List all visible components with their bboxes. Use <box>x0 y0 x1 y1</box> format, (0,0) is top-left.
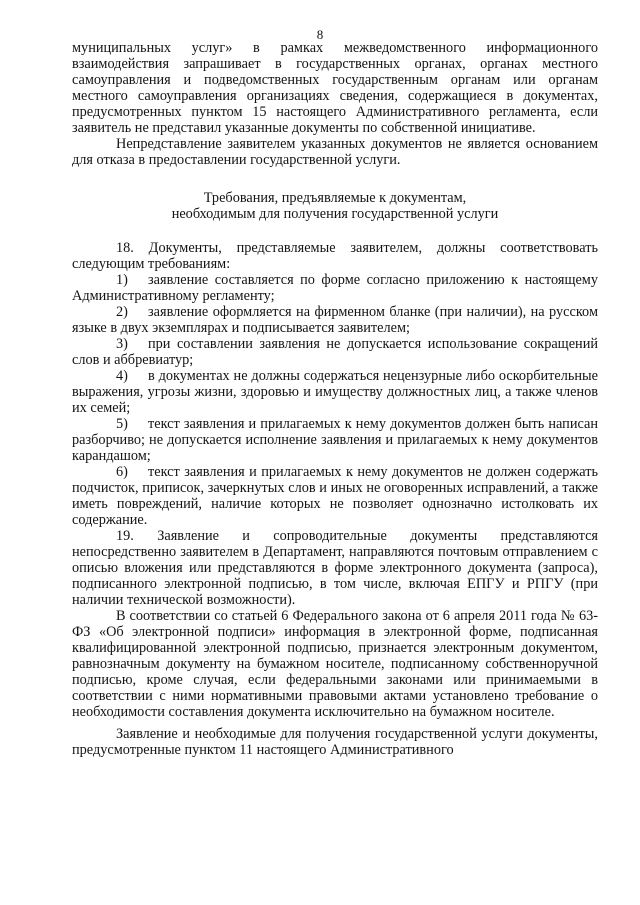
requirement-text: заявление оформляется на фирменном бланке (при наличии), на русском языке в двух экземплярах и подписывается заявителем; <box>72 304 598 336</box>
requirement-item-3 <box>72 336 598 368</box>
requirement-item-4 <box>72 368 598 416</box>
requirement-number: 4) <box>116 368 128 384</box>
paragraph-18: 18. Документы, представляемые заявителем, должны соответствовать следующим требованиям: <box>72 240 598 272</box>
requirement-number: 6) <box>116 464 128 480</box>
requirement-text: в документах не должны содержаться нецензурные либо оскорбительные выражения, угрозы жизни, здоровью и имуществу должностных лиц, а также членов их семей; <box>72 368 598 416</box>
requirement-number: 5) <box>116 416 128 432</box>
document-body <box>72 40 598 758</box>
page-number: 8 <box>316 27 324 42</box>
requirement-text: при составлении заявления не допускается использование сокращений слов и аббревиатур; <box>72 336 598 368</box>
paragraph-application-docs: Заявление и необходимые для получения государственной услуги документы, предусмотренные пунктом 11 настоящего Административного <box>72 726 598 758</box>
requirement-item-5 <box>72 416 598 464</box>
paragraph-electronic-signature: В соответствии со статьей 6 Федерального закона от 6 апреля 2011 года № 63-ФЗ «Об электронной подписи» информация в электронной форме, подписанная квалифицированной электронной подписью, признается электронным документом, равнозначным документу на бумажном носителе, подписанному собственноручной подписью, кроме случая, если федеральными законами или принимаемыми в соответствии с ними нормативными правовыми актами установлено требование о необходимости составления документа исключительно на бумажном носителе. <box>72 608 598 720</box>
requirement-item-6 <box>72 464 598 528</box>
section-heading-line-1: Требования, предъявляемые к документам, <box>203 190 467 206</box>
requirement-number: 2) <box>116 304 128 320</box>
paragraph-continuation: муниципальных услуг» в рамках межведомственного информационного взаимодействия запрашивает в государственных органах, органах местного самоуправления и подведомственных государственным органам или органам местного самоуправления организациях сведения, содержащиеся в документах, предусмотренных пунктом 15 настоящего Административного регламента, если заявитель не представил указанные документы по собственной инициативе. <box>72 40 598 136</box>
requirement-text: текст заявления и прилагаемых к нему документов не должен содержать подчисток, приписок, зачеркнутых слов и иных не оговоренных исправлений, а также иметь повреждений, наличие которых не позволяет однозначно истолковать их содержание. <box>72 464 598 528</box>
section-heading-line-2: необходимым для получения государственной услуги <box>171 206 499 222</box>
requirement-number: 1) <box>116 272 128 288</box>
paragraph-non-submission: Непредставление заявителем указанных документов не является основанием для отказа в предоставлении государственной услуги. <box>72 136 598 168</box>
paragraph-19: 19. Заявление и сопроводительные документы представляются непосредственно заявителем в Департамент, направляются почтовым отправлением с описью вложения или представляются в форме электронного документа (запроса), подписанного электронной подписью, в том числе, включая ЕПГУ и РПГУ (при наличии технической возможности). <box>72 528 598 608</box>
requirement-text: заявление составляется по форме согласно приложению к настоящему Административному регламенту; <box>72 272 598 304</box>
requirement-number: 3) <box>116 336 128 352</box>
requirement-item-1 <box>72 272 598 304</box>
requirement-text: текст заявления и прилагаемых к нему документов должен быть написан разборчиво; не допускается исполнение заявления и прилагаемых к нему документов карандашом; <box>72 416 598 464</box>
requirement-item-2 <box>72 304 598 336</box>
